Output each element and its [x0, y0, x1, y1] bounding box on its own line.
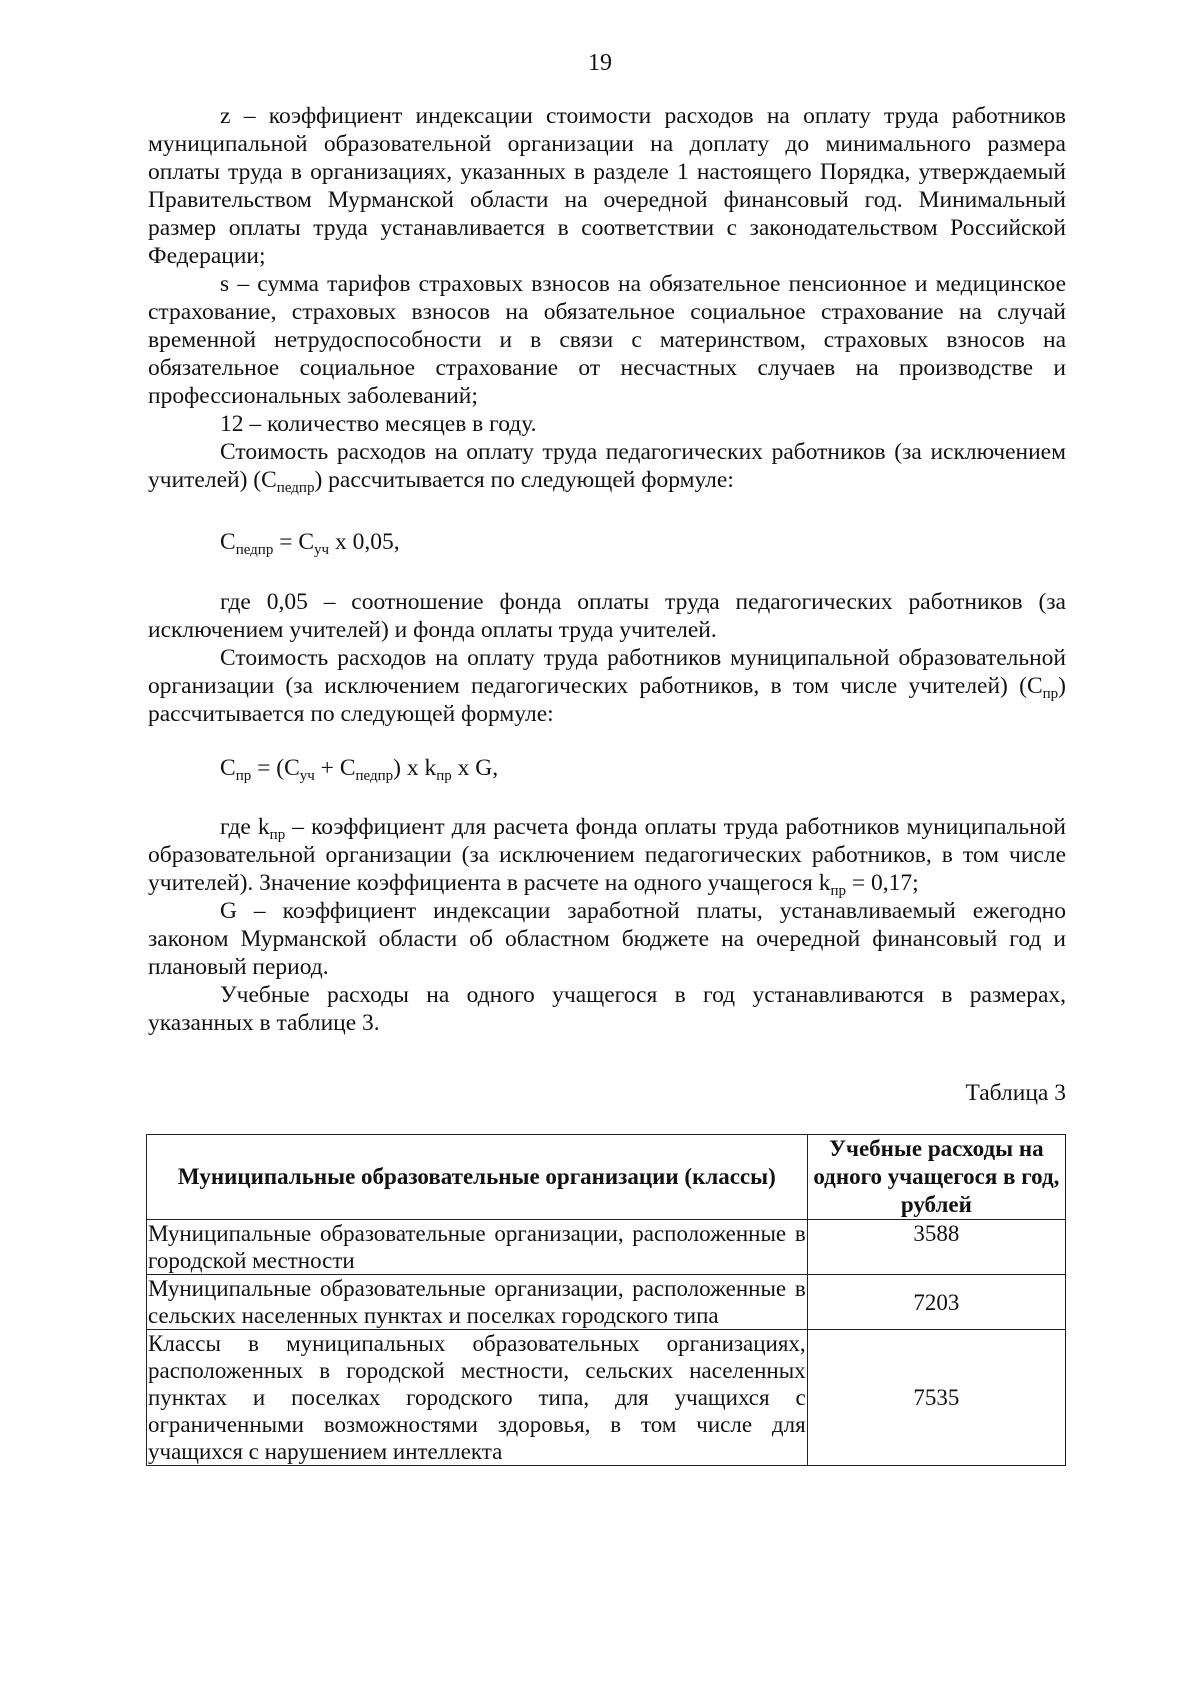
table-caption: Таблица 3 — [965, 1080, 1066, 1106]
paragraph-pedagogical-cost: Стоимость расходов на оплату труда педагогических работников (за исключением учителей) $(С_{педпр})$ рассчитывается по следующей формуле: — [148, 439, 1066, 496]
paragraph-study-expenses: Учебные расходы на одного учащегося в год устанавливаются в размерах, указанных в таблице 3. — [148, 982, 1066, 1036]
text-section-3 — [148, 813, 1066, 1037]
text-section-2 — [148, 588, 1066, 728]
formula-pedagogical: $С_{педпр} = С_{уч}$ x 0,05, — [220, 529, 400, 558]
table-row — [147, 1275, 1066, 1330]
expenses-table — [146, 1134, 1066, 1466]
header-organizations: Муниципальные образовательные организации (классы) — [147, 1135, 808, 1220]
row-organization: Муниципальные образовательные организации, расположенные в городской местности — [148, 1221, 806, 1273]
row-organization: Классы в муниципальных образовательных организациях, расположенных в городской местности, сельских населенных пунктах и поселках городского типа, для учащихся с ограниченными возможностями здоровья, в том числе для учащихся с нарушением интеллекта — [148, 1331, 806, 1464]
table-header-row — [147, 1135, 1066, 1220]
paragraph-s-insurance: s – сумма тарифов страховых взносов на обязательное пенсионное и медицинское страхование, страховых взносов на обязательное социальное страхование на случай временной нетрудоспособности и в связи с материнством, страховых взносов на обязательное социальное страхование от несчастных случаев на производстве и профессиональных заболеваний; — [148, 271, 1066, 409]
header-expenses: Учебные расходы на одного учащегося в год, рублей — [807, 1135, 1065, 1220]
paragraph-months: 12 – количество месяцев в году. — [220, 411, 537, 437]
row-expense-value: 7535 — [807, 1330, 1065, 1466]
paragraph-z-coefficient: z – коэффициент индексации стоимости расходов на оплату труда работников муниципальной образовательной организации на доплату до минимального размера оплаты труда в организациях, указанных в разделе 1 настоящего Порядка, утверждаемый Правительством Мурманской области на очередной финансовый год. Минимальный размер оплаты труда устанавливается в соответствии с законодательством Российской Федерации; — [148, 103, 1066, 269]
paragraph-g-coefficient: G – коэффициент индексации заработной платы, устанавливаемый ежегодно законом Мурманской области об областном бюджете на очередной финансовый год и плановый период. — [148, 898, 1066, 980]
row-organization: Муниципальные образовательные организации, расположенные в сельских населенных пунктах и поселках городского типа — [148, 1276, 806, 1328]
table-row — [147, 1330, 1066, 1466]
row-expense-value: 7203 — [807, 1275, 1065, 1330]
paragraph-staff-cost: Стоимость расходов на оплату труда работников муниципальной образовательной организации (за исключением педагогических работников, в том числе учителей) $(С_{пр})$ рассчитывается по следующей формуле: — [148, 645, 1066, 727]
table-row — [147, 1220, 1066, 1275]
page-number: 19 — [588, 50, 612, 76]
row-expense-value: 3588 — [807, 1220, 1065, 1275]
paragraph-ratio: где 0,05 – соотношение фонда оплаты труда педагогических работников (за исключением учителей) и фонда оплаты труда учителей. — [148, 589, 1066, 643]
formula-staff: $С_{пр} = (С_{уч} + С_{педпр})$ x $k_{пр}$ x G, — [220, 755, 499, 784]
paragraph-k-coefficient: где $k_{пр}$ – коэффициент для расчета фонда оплаты труда работников муниципальной образовательной организации (за исключением педагогических работников, в том числе учителей). Значение коэффициента в расчете на одного учащегося $k_{пр} = 0,17$; — [148, 814, 1066, 899]
text-section-1 — [148, 102, 1066, 494]
